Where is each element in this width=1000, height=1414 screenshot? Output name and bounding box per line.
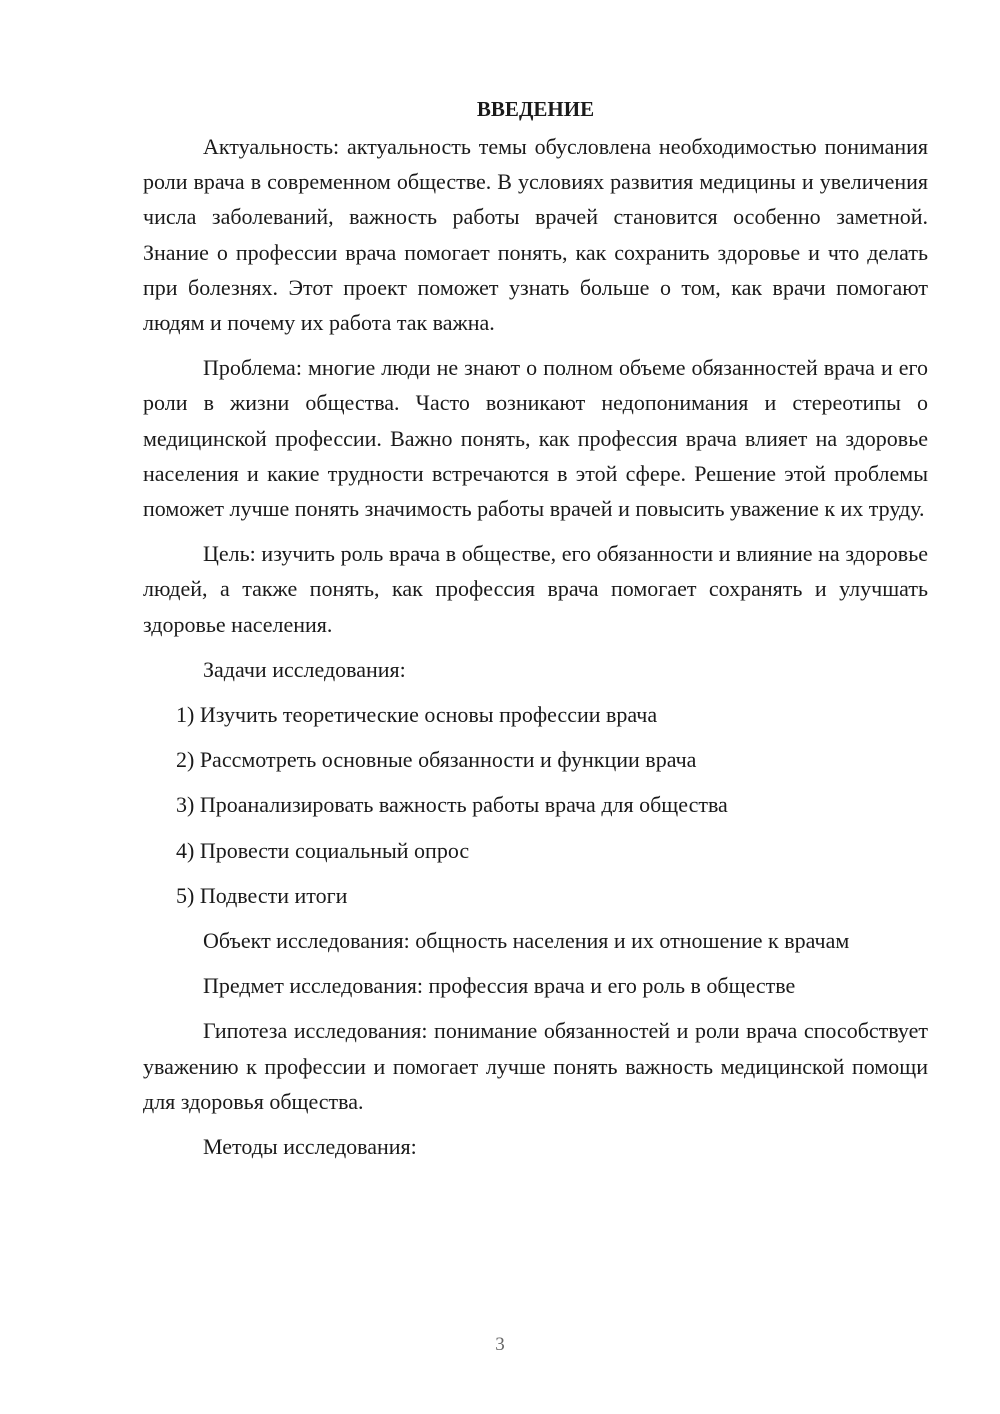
- tasks-list: [143, 697, 928, 913]
- task-item: 3) Проанализировать важность работы врача для общества: [176, 792, 728, 818]
- problem-paragraph: Проблема: многие люди не знают о полном объеме обязанностей врача и его роли в жизни общества. Часто возникают недопонимания и стереотипы о медицинской профессии. Важно понять, как профессия врача влияет на здоровье населения и какие трудности встречаются в этой сфере. Решение этой проблемы поможет лучше понять значимость работы врачей и повысить уважение к их труду.: [143, 355, 928, 522]
- document-page: [143, 92, 928, 1174]
- task-item: 5) Подвести итоги: [176, 882, 348, 908]
- methods-heading: Методы исследования:: [203, 1134, 417, 1160]
- task-item: 4) Провести социальный опрос: [176, 837, 470, 863]
- section-title: ВВЕДЕНИЕ: [476, 97, 595, 121]
- goal-paragraph: Цель: изучить роль врача в обществе, его обязанности и влияние на здоровье людей, а также понять, как профессия врача помогает сохранять и улучшать здоровье населения.: [143, 541, 928, 637]
- tasks-heading: Задачи исследования:: [203, 656, 406, 682]
- page-number: 3: [495, 1334, 505, 1355]
- object-paragraph: Объект исследования: общность населения и их отношение к врачам: [203, 928, 850, 954]
- subject-paragraph: Предмет исследования: профессия врача и его роль в обществе: [203, 973, 796, 999]
- task-item: 1) Изучить теоретические основы профессии врача: [176, 702, 658, 728]
- task-item: 2) Рассмотреть основные обязанности и функции врача: [176, 747, 697, 773]
- relevance-paragraph: Актуальность: актуальность темы обусловлена необходимостью понимания роли врача в современном обществе. В условиях развития медицины и увеличения числа заболеваний, важность работы врачей становится особенно заметной. Знание о профессии врача помогает понять, как сохранить здоровье и что делать при болезнях. Этот проект поможет узнать больше о том, как врачи помогают людям и почему их работа так важна.: [143, 134, 928, 336]
- hypothesis-paragraph: Гипотеза исследования: понимание обязанностей и роли врача способствует уважению к профессии и помогает лучше понять важность медицинской помощи для здоровья общества.: [143, 1018, 928, 1114]
